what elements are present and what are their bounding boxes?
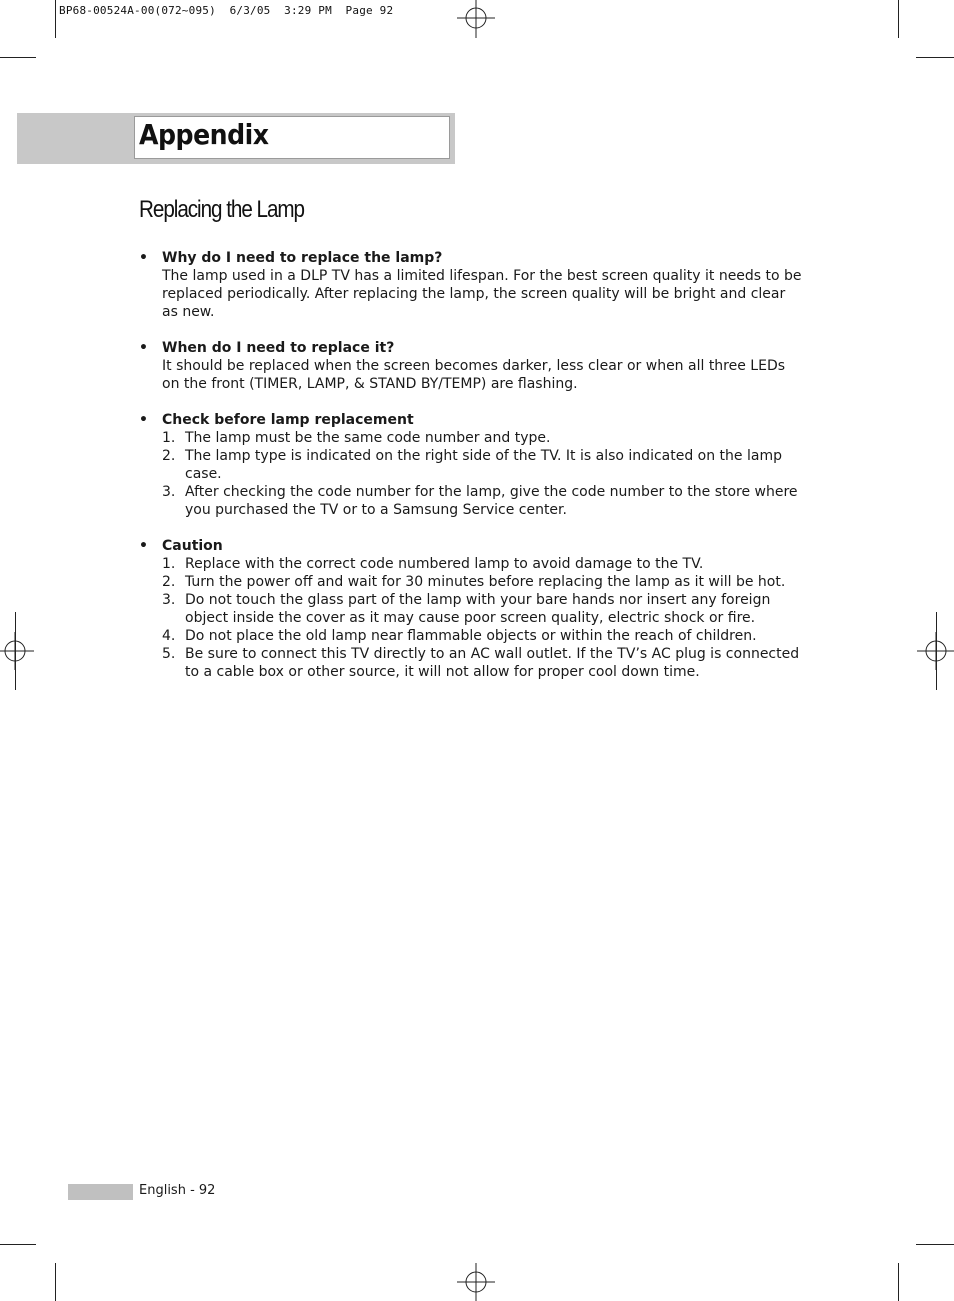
item-number: 2.	[162, 448, 176, 464]
registration-mark-icon	[917, 632, 954, 670]
item-number: 3.	[162, 592, 176, 608]
list-item	[139, 483, 804, 519]
section-why-replace	[139, 249, 804, 321]
section-heading: Why do I need to replace the lamp?	[162, 250, 443, 266]
page-number: English - 92	[139, 1183, 216, 1198]
item-text: Do not touch the glass part of the lamp with your bare hands nor insert any foreign object inside the cover as it may cause poor screen quality, electric shock or fire.	[185, 592, 771, 626]
list-item	[139, 429, 804, 447]
list-item	[139, 645, 804, 681]
item-number: 1.	[162, 556, 176, 572]
section-heading: Check before lamp replacement	[162, 412, 414, 428]
item-number: 3.	[162, 484, 176, 500]
item-text: Be sure to connect this TV directly to an AC wall outlet. If the TV’s AC plug is connected to a cable box or other source, it will not allow for proper cool down time.	[185, 646, 800, 680]
item-text: Turn the power off and wait for 30 minutes before replacing the lamp as it will be hot.	[185, 574, 786, 590]
content	[139, 249, 804, 699]
section-when-replace	[139, 339, 804, 393]
list-item	[139, 591, 804, 627]
item-number: 2.	[162, 574, 176, 590]
registration-mark-icon	[457, 1263, 495, 1301]
print-slug: BP68-00524A-00(072~095) 6/3/05 3:29 PM Page 92	[59, 4, 394, 17]
section-heading: When do I need to replace it?	[162, 340, 395, 356]
list-item	[139, 447, 804, 483]
item-number: 4.	[162, 628, 176, 644]
bullet-icon: •	[139, 538, 148, 554]
item-text: The lamp type is indicated on the right side of the TV. It is also indicated on the lamp case.	[185, 448, 782, 482]
section-body: It should be replaced when the screen becomes darker, less clear or when all three LEDs on the front (TIMER, LAMP, & STAND BY/TEMP) are flashing.	[162, 358, 786, 392]
footer-bar	[68, 1184, 133, 1200]
item-text: After checking the code number for the lamp, give the code number to the store where you purchased the TV or to a Samsung Service center.	[185, 484, 798, 518]
bullet-icon: •	[139, 340, 148, 356]
section-title: Replacing the Lamp	[139, 196, 305, 223]
item-text: The lamp must be the same code number and type.	[185, 430, 551, 446]
bullet-icon: •	[139, 412, 148, 428]
item-number: 1.	[162, 430, 176, 446]
section-heading: Caution	[162, 538, 223, 554]
registration-mark-icon	[0, 632, 34, 670]
item-text: Do not place the old lamp near flammable objects or within the reach of children.	[185, 628, 757, 644]
banner-title: Appendix	[139, 118, 269, 151]
registration-mark-icon	[457, 0, 495, 38]
section-body: The lamp used in a DLP TV has a limited lifespan. For the best screen quality it needs to be replaced periodically. After replacing the lamp, the screen quality will be bright and clear as new.	[162, 268, 802, 320]
list-item	[139, 555, 804, 573]
list-item	[139, 573, 804, 591]
list-item	[139, 627, 804, 645]
section-check-before	[139, 411, 804, 519]
bullet-icon: •	[139, 250, 148, 266]
section-caution	[139, 537, 804, 681]
item-number: 5.	[162, 646, 176, 662]
item-text: Replace with the correct code numbered lamp to avoid damage to the TV.	[185, 556, 704, 572]
